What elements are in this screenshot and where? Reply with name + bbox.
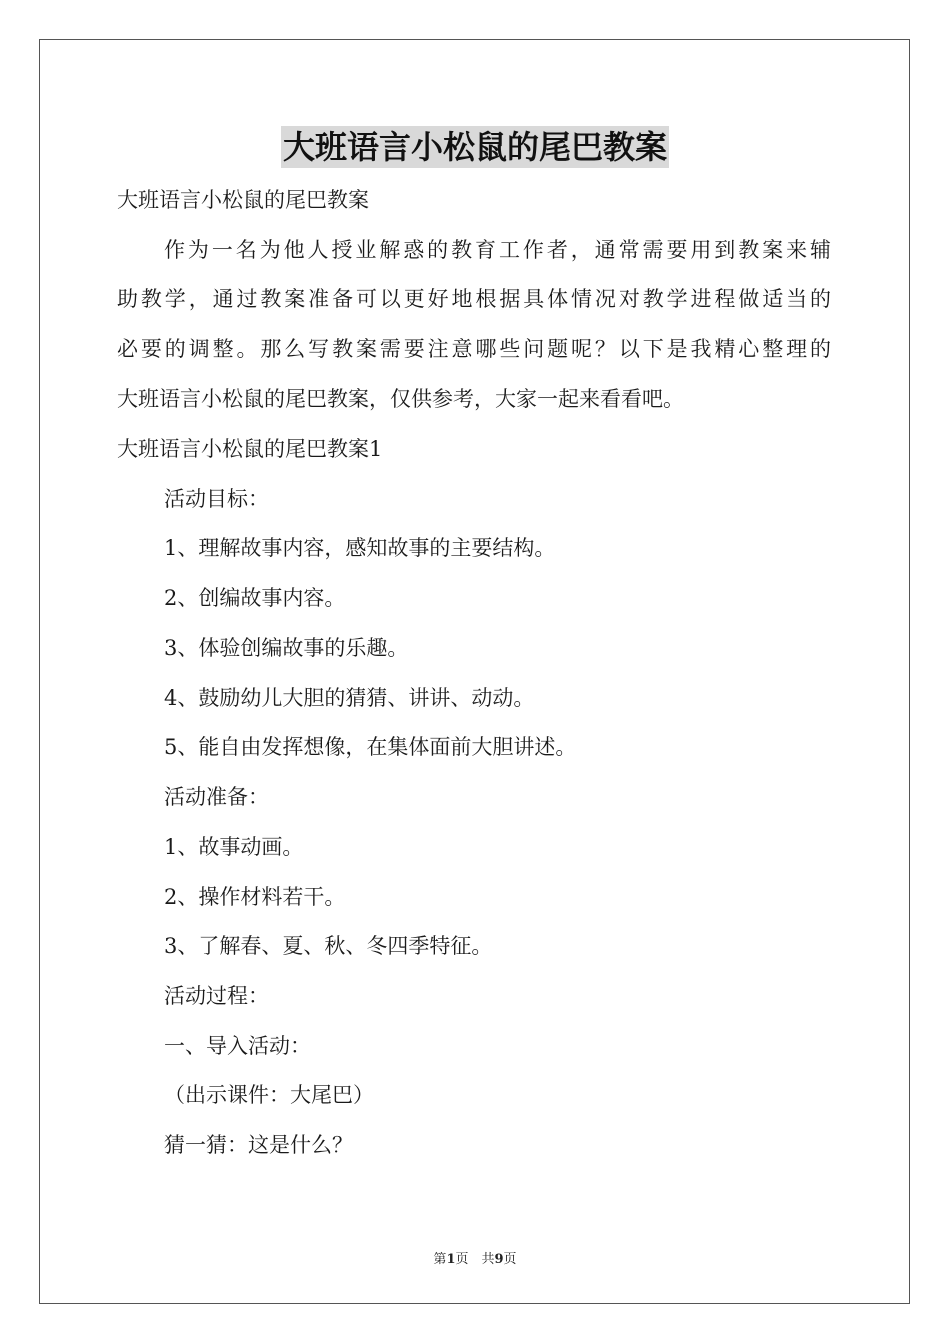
page-footer-prefix: 第	[433, 1252, 447, 1267]
page-border	[39, 39, 910, 1304]
goals-heading: 活动目标：	[164, 487, 269, 511]
prep-item-2: 2、操作材料若干。	[164, 885, 346, 909]
process-question: 猜一猜：这是什么？	[164, 1133, 353, 1157]
process-heading: 活动过程：	[164, 984, 269, 1008]
goal-item-2: 2、创编故事内容。	[164, 586, 346, 610]
document-subtitle: 大班语言小松鼠的尾巴教案	[117, 188, 369, 212]
intro-paragraph-line-3: 必要的调整。那么写教案需要注意哪些问题呢？以下是我精心整理的	[117, 337, 831, 361]
document-title	[0, 126, 950, 168]
intro-paragraph-line-4: 大班语言小松鼠的尾巴教案，仅供参考，大家一起来看看吧。	[117, 387, 684, 411]
prep-heading: 活动准备：	[164, 785, 269, 809]
page-footer-mid: 页 共	[455, 1252, 495, 1267]
goal-item-1: 1、理解故事内容，感知故事的主要结构。	[164, 536, 556, 560]
intro-paragraph-line-2: 助教学，通过教案准备可以更好地根据具体情况对教学进程做适当的	[117, 287, 831, 311]
goal-item-3: 3、体验创编故事的乐趣。	[164, 636, 409, 660]
page-footer	[0, 1248, 950, 1267]
page-number-total: 9	[494, 1252, 504, 1267]
intro-paragraph-line-1: 作为一名为他人授业解惑的教育工作者，通常需要用到教案来辅	[164, 238, 831, 262]
goal-item-5: 5、能自由发挥想像，在集体面前大胆讲述。	[164, 735, 577, 759]
page-number-current: 1	[446, 1252, 456, 1267]
prep-item-3: 3、了解春、夏、秋、冬四季特征。	[164, 934, 493, 958]
prep-item-1: 1、故事动画。	[164, 835, 304, 859]
process-courseware-note: （出示课件：大尾巴）	[164, 1083, 374, 1107]
page-footer-suffix: 页	[503, 1252, 517, 1267]
goal-item-4: 4、鼓励幼儿大胆的猜猜、讲讲、动动。	[164, 686, 535, 710]
document-title-text: 大班语言小松鼠的尾巴教案	[282, 128, 667, 166]
process-step-heading: 一、导入活动：	[164, 1034, 311, 1058]
section-heading: 大班语言小松鼠的尾巴教案1	[117, 437, 383, 461]
